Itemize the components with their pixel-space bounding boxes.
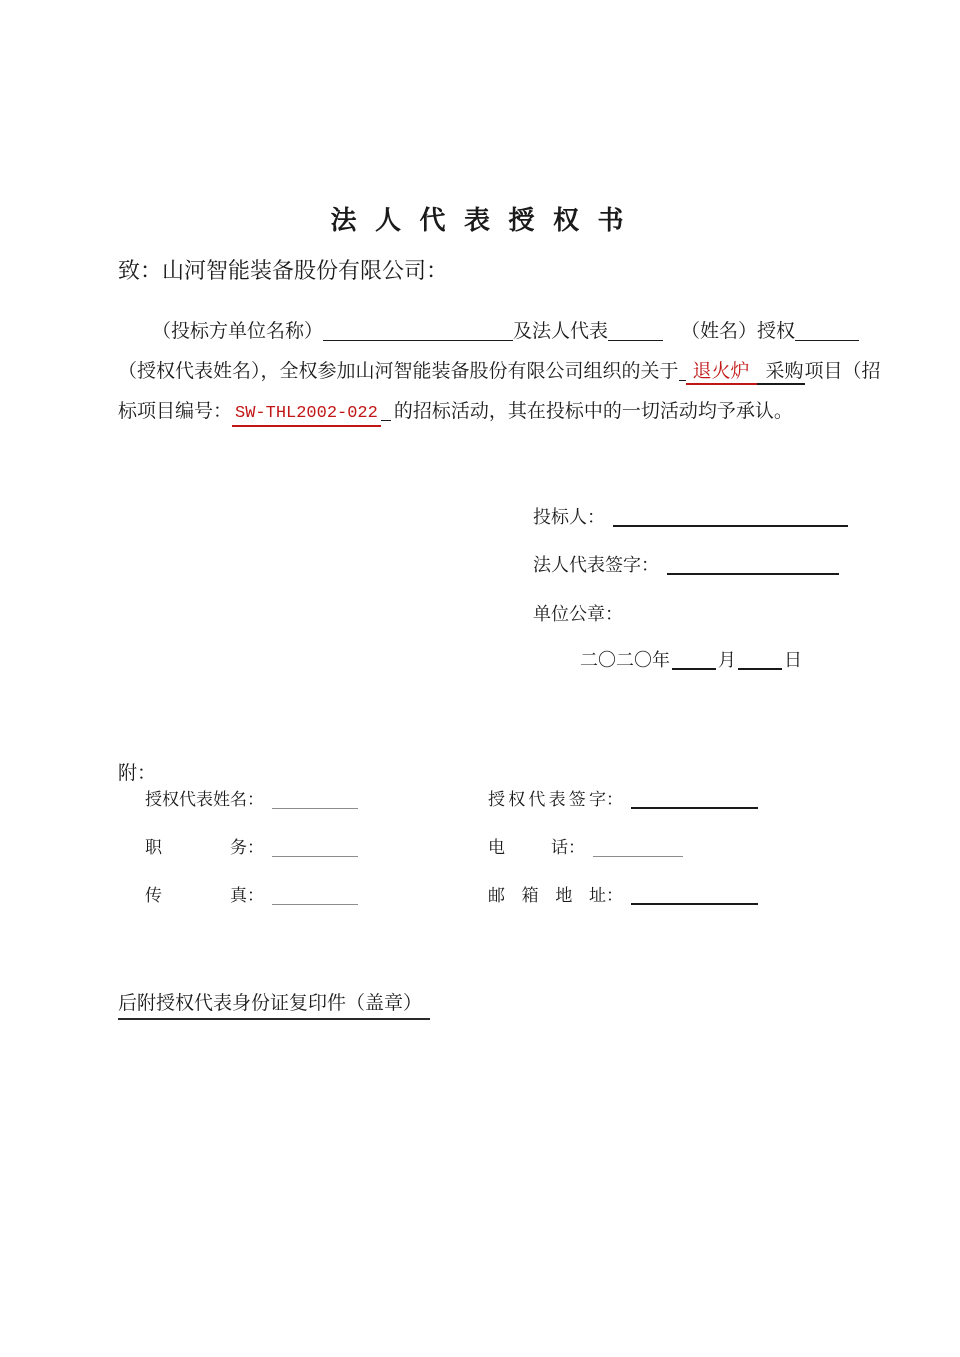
email-address-blank-field — [631, 886, 758, 905]
phone-label: 电话 — [488, 838, 568, 857]
paragraph-line-3 — [118, 396, 793, 423]
authorized-rep-sign-label: 授权代表签字 — [488, 790, 606, 809]
position-blank-field — [272, 839, 358, 857]
blank-trail-underline — [381, 401, 391, 421]
company-seal-row — [533, 600, 623, 626]
authorized-person-blank-field — [795, 321, 859, 341]
legal-rep-signature-row — [533, 551, 839, 577]
company-seal-label: 单位公章： — [533, 604, 623, 624]
position-field — [145, 833, 358, 858]
label-colon: ： — [568, 838, 585, 857]
label-colon: ： — [247, 838, 264, 857]
legal-rep-text: 及法人代表 — [513, 321, 609, 342]
label-colon: ： — [606, 886, 623, 905]
paragraph-line-2 — [118, 356, 881, 383]
date-line — [580, 646, 802, 672]
fax-blank-field — [272, 887, 358, 905]
footer-note-id-copy: 后附授权代表身份证复印件（盖章） — [118, 988, 430, 1020]
authorization-body-text: （授权代表姓名），全权参加山河智能装备股份有限公司组织的关于 — [118, 361, 679, 382]
procurement-text-underlined: 采购 — [757, 361, 805, 385]
label-colon: ： — [247, 886, 264, 905]
paragraph-line-1 — [152, 316, 859, 343]
position-label: 职务 — [145, 838, 247, 857]
addressee-line: 致：山河智能装备股份有限公司： — [118, 258, 449, 283]
date-day-text: 日 — [784, 650, 802, 670]
bidder-label: 投标人： — [533, 507, 605, 527]
bidder-unit-name-blank-field — [323, 321, 513, 341]
email-address-label: 邮箱地址 — [488, 886, 606, 905]
date-month-blank-field — [672, 650, 716, 670]
attachment-heading: 附： — [118, 763, 157, 784]
bidder-signature-row — [533, 503, 848, 529]
authorized-rep-sign-blank-field — [631, 790, 758, 809]
fax-label: 传真 — [145, 886, 247, 905]
authorized-rep-name-label: 授权代表姓名 — [145, 790, 247, 809]
label-colon: ： — [606, 790, 623, 809]
label-colon: ： — [247, 790, 264, 809]
phone-blank-field — [593, 839, 683, 857]
document-title: 法 人 代 表 授 权 书 — [330, 206, 630, 235]
date-month-text: 月 — [718, 650, 736, 670]
project-name-red-fill: 退火炉 — [686, 361, 757, 385]
email-address-field — [488, 881, 758, 906]
name-authorize-text: （姓名）授权 — [681, 321, 796, 342]
date-year-text: 二〇二〇年 — [580, 650, 670, 670]
tender-number-label: 标项目编号： — [118, 401, 233, 422]
authorized-rep-sign-field — [488, 785, 758, 810]
fax-field — [145, 881, 358, 906]
legal-rep-sign-label: 法人代表签字： — [533, 555, 659, 575]
authorized-rep-name-blank-field — [272, 791, 358, 809]
legal-rep-signature-line — [667, 555, 839, 575]
date-day-blank-field — [738, 650, 782, 670]
authorized-rep-name-field — [145, 785, 358, 810]
bidder-signature-line — [613, 507, 848, 527]
tender-activity-text: 的招标活动，其在投标中的一切活动均予承认。 — [393, 401, 793, 422]
project-bracket-text: 项目（招 — [804, 361, 881, 382]
bidder-unit-name-label: （投标方单位名称） — [152, 321, 324, 342]
tender-project-code: SW-THL2002-022 — [232, 404, 381, 427]
legal-rep-name-blank-field — [608, 321, 663, 341]
blank-lead-underline — [679, 361, 686, 381]
phone-field — [488, 833, 683, 858]
